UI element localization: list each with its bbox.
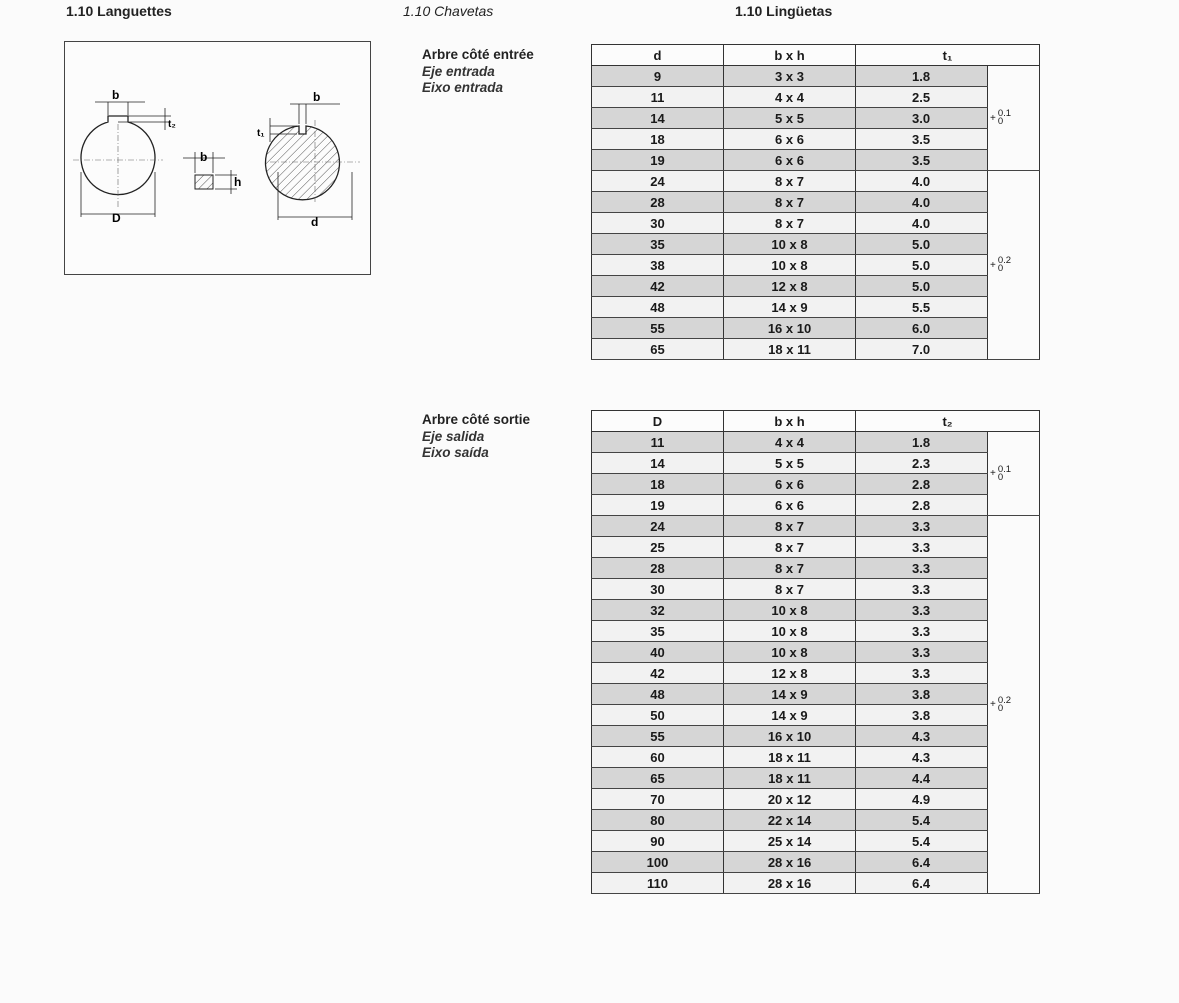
table-row xyxy=(592,318,1040,339)
input-caption-es: Eje entrada xyxy=(422,63,495,79)
table-row xyxy=(592,129,1040,150)
depth-cell: 3.5 xyxy=(856,150,988,171)
diameter-cell: 38 xyxy=(592,255,724,276)
diameter-cell: 35 xyxy=(592,621,724,642)
diameter-cell: 19 xyxy=(592,495,724,516)
depth-cell: 3.3 xyxy=(856,516,988,537)
depth-cell: 5.4 xyxy=(856,810,988,831)
diameter-cell: 19 xyxy=(592,150,724,171)
table-row xyxy=(592,255,1040,276)
output-caption xyxy=(422,412,530,462)
depth-cell: 7.0 xyxy=(856,339,988,360)
tolerance-cell xyxy=(988,171,1040,360)
tolerance-cell xyxy=(988,516,1040,894)
tolerance-upper: 0.2 xyxy=(997,255,1012,266)
table-row xyxy=(592,234,1040,255)
key-size-cell: 5 x 5 xyxy=(724,108,856,129)
diameter-cell: 30 xyxy=(592,579,724,600)
table-row xyxy=(592,810,1040,831)
depth-cell: 3.8 xyxy=(856,705,988,726)
diameter-cell: 30 xyxy=(592,213,724,234)
hub-bore xyxy=(73,102,171,217)
tolerance-lower: 0 xyxy=(997,471,1004,483)
key-size-cell: 14 x 9 xyxy=(724,297,856,318)
table-row xyxy=(592,66,1040,87)
diameter-cell: 100 xyxy=(592,852,724,873)
diameter-cell: 40 xyxy=(592,642,724,663)
table-row xyxy=(592,213,1040,234)
tolerance-lower: 0 xyxy=(997,702,1004,714)
depth-cell: 2.8 xyxy=(856,474,988,495)
table-row xyxy=(592,621,1040,642)
depth-cell: 4.3 xyxy=(856,747,988,768)
table-row xyxy=(592,192,1040,213)
depth-cell: 3.0 xyxy=(856,108,988,129)
table-header-row xyxy=(592,45,1040,66)
diameter-cell: 18 xyxy=(592,129,724,150)
table-row xyxy=(592,495,1040,516)
depth-cell: 2.5 xyxy=(856,87,988,108)
key-size-cell: 3 x 3 xyxy=(724,66,856,87)
depth-cell: 4.0 xyxy=(856,192,988,213)
key-size-cell: 10 x 8 xyxy=(724,255,856,276)
label-d: d xyxy=(311,215,319,229)
tolerance-sign: + xyxy=(990,112,996,124)
depth-cell: 2.8 xyxy=(856,495,988,516)
depth-cell: 4.0 xyxy=(856,171,988,192)
output-caption-pt: Eixo saída xyxy=(422,445,489,460)
tolerance-lower: 0 xyxy=(997,116,1004,127)
col-header: b x h xyxy=(724,45,856,66)
depth-cell: 4.0 xyxy=(856,213,988,234)
depth-cell: 5.4 xyxy=(856,831,988,852)
title-spanish: 1.10 Chavetas xyxy=(403,3,494,19)
key-size-cell: 28 x 16 xyxy=(724,852,856,873)
col-header: d xyxy=(592,45,724,66)
key-size-cell: 10 x 8 xyxy=(724,621,856,642)
depth-cell: 5.0 xyxy=(856,255,988,276)
table-row xyxy=(592,558,1040,579)
diameter-cell: 28 xyxy=(592,192,724,213)
diameter-cell: 48 xyxy=(592,684,724,705)
input-caption xyxy=(422,47,534,97)
keyway-drawing xyxy=(65,42,370,274)
key-size-cell: 8 x 7 xyxy=(724,537,856,558)
tolerance-sign: + xyxy=(990,468,996,479)
diameter-cell: 50 xyxy=(592,705,724,726)
label-h: h xyxy=(234,175,242,189)
table-row xyxy=(592,297,1040,318)
key-size-cell: 6 x 6 xyxy=(724,495,856,516)
key-size-cell: 25 x 14 xyxy=(724,831,856,852)
table-row xyxy=(592,726,1040,747)
depth-cell: 1.8 xyxy=(856,66,988,87)
label-b-hub: b xyxy=(112,88,120,102)
key-size-cell: 5 x 5 xyxy=(724,453,856,474)
key-size-cell: 4 x 4 xyxy=(724,432,856,453)
key-size-cell: 18 x 11 xyxy=(724,747,856,768)
key-size-cell: 12 x 8 xyxy=(724,276,856,297)
tolerance-upper: 0.2 xyxy=(997,694,1012,706)
key-size-cell: 14 x 9 xyxy=(724,684,856,705)
input-shaft-table xyxy=(591,44,1040,360)
table-row xyxy=(592,474,1040,495)
tolerance-cell xyxy=(988,66,1040,171)
diameter-cell: 28 xyxy=(592,558,724,579)
key-size-cell: 8 x 7 xyxy=(724,171,856,192)
diameter-cell: 9 xyxy=(592,66,724,87)
diameter-cell: 90 xyxy=(592,831,724,852)
table-row xyxy=(592,516,1040,537)
key-section xyxy=(183,152,237,194)
diameter-cell: 70 xyxy=(592,789,724,810)
table-row xyxy=(592,873,1040,894)
diameter-cell: 24 xyxy=(592,171,724,192)
depth-cell: 3.5 xyxy=(856,129,988,150)
depth-cell: 5.5 xyxy=(856,297,988,318)
table-row xyxy=(592,150,1040,171)
table-row xyxy=(592,87,1040,108)
depth-cell: 3.8 xyxy=(856,684,988,705)
key-size-cell: 10 x 8 xyxy=(724,234,856,255)
table-row xyxy=(592,705,1040,726)
depth-cell: 4.4 xyxy=(856,768,988,789)
diameter-cell: 65 xyxy=(592,339,724,360)
key-size-cell: 8 x 7 xyxy=(724,516,856,537)
diameter-cell: 60 xyxy=(592,747,724,768)
depth-cell: 3.3 xyxy=(856,621,988,642)
diameter-cell: 24 xyxy=(592,516,724,537)
depth-cell: 3.3 xyxy=(856,558,988,579)
depth-cell: 1.8 xyxy=(856,432,988,453)
tolerance-lower: 0 xyxy=(997,263,1004,274)
label-t1: t₁ xyxy=(257,128,265,139)
tolerance-cell xyxy=(988,432,1040,516)
col-header: D xyxy=(592,411,724,432)
depth-cell: 4.9 xyxy=(856,789,988,810)
diameter-cell: 42 xyxy=(592,663,724,684)
table-row xyxy=(592,600,1040,621)
shaft-section xyxy=(266,104,361,220)
table-row xyxy=(592,684,1040,705)
table-row xyxy=(592,852,1040,873)
key-size-cell: 10 x 8 xyxy=(724,600,856,621)
depth-cell: 3.3 xyxy=(856,579,988,600)
diameter-cell: 18 xyxy=(592,474,724,495)
depth-cell: 5.0 xyxy=(856,234,988,255)
diameter-cell: 65 xyxy=(592,768,724,789)
depth-cell: 2.3 xyxy=(856,453,988,474)
table-row xyxy=(592,276,1040,297)
table-row xyxy=(592,579,1040,600)
label-t2: t₂ xyxy=(168,119,176,130)
output-caption-fr: Arbre côté sortie xyxy=(422,412,531,427)
title-french: 1.10 Languettes xyxy=(66,3,172,19)
key-size-cell: 6 x 6 xyxy=(724,474,856,495)
diameter-cell: 35 xyxy=(592,234,724,255)
table-row xyxy=(592,339,1040,360)
diameter-cell: 80 xyxy=(592,810,724,831)
table-header-row xyxy=(592,411,1040,432)
col-header: t₁ xyxy=(856,45,1040,66)
key-size-cell: 8 x 7 xyxy=(724,579,856,600)
key-size-cell: 28 x 16 xyxy=(724,873,856,894)
key-size-cell: 16 x 10 xyxy=(724,726,856,747)
input-caption-pt: Eixo entrada xyxy=(422,80,504,95)
diameter-cell: 55 xyxy=(592,318,724,339)
depth-cell: 6.4 xyxy=(856,873,988,894)
label-b-shaft: b xyxy=(313,90,321,104)
key-size-cell: 4 x 4 xyxy=(724,87,856,108)
table-row xyxy=(592,537,1040,558)
col-header: b x h xyxy=(724,411,856,432)
depth-cell: 3.3 xyxy=(856,642,988,663)
depth-cell: 6.0 xyxy=(856,318,988,339)
table-row xyxy=(592,663,1040,684)
table-row xyxy=(592,432,1040,453)
table-row xyxy=(592,768,1040,789)
tolerance-sign: + xyxy=(990,259,996,271)
diameter-cell: 55 xyxy=(592,726,724,747)
keyway-figure xyxy=(64,41,371,275)
tolerance-upper: 0.1 xyxy=(997,108,1012,119)
key-size-cell: 10 x 8 xyxy=(724,642,856,663)
diameter-cell: 25 xyxy=(592,537,724,558)
key-size-cell: 6 x 6 xyxy=(724,129,856,150)
table-row xyxy=(592,171,1040,192)
depth-cell: 6.4 xyxy=(856,852,988,873)
input-caption-fr: Arbre côté entrée xyxy=(422,47,534,62)
key-size-cell: 8 x 7 xyxy=(724,558,856,579)
key-size-cell: 18 x 11 xyxy=(724,339,856,360)
diameter-cell: 11 xyxy=(592,87,724,108)
title-portuguese: 1.10 Lingüetas xyxy=(735,3,833,19)
output-caption-es: Eje salida xyxy=(422,428,485,444)
diameter-cell: 14 xyxy=(592,108,724,129)
diameter-cell: 110 xyxy=(592,873,724,894)
diameter-cell: 48 xyxy=(592,297,724,318)
col-header: t₂ xyxy=(856,411,1040,432)
key-size-cell: 22 x 14 xyxy=(724,810,856,831)
table-row xyxy=(592,453,1040,474)
label-D: D xyxy=(112,211,121,225)
tolerance-upper: 0.1 xyxy=(997,463,1012,475)
label-b-key: b xyxy=(200,150,208,164)
diameter-cell: 42 xyxy=(592,276,724,297)
depth-cell: 4.3 xyxy=(856,726,988,747)
table-row xyxy=(592,831,1040,852)
key-size-cell: 14 x 9 xyxy=(724,705,856,726)
table-row xyxy=(592,747,1040,768)
depth-cell: 3.3 xyxy=(856,537,988,558)
key-size-cell: 8 x 7 xyxy=(724,192,856,213)
key-size-cell: 18 x 11 xyxy=(724,768,856,789)
table-row xyxy=(592,108,1040,129)
key-size-cell: 20 x 12 xyxy=(724,789,856,810)
diameter-cell: 11 xyxy=(592,432,724,453)
key-size-cell: 6 x 6 xyxy=(724,150,856,171)
table-row xyxy=(592,789,1040,810)
key-size-cell: 8 x 7 xyxy=(724,213,856,234)
output-shaft-table xyxy=(591,410,1040,894)
depth-cell: 3.3 xyxy=(856,663,988,684)
tolerance-sign: + xyxy=(990,699,996,710)
diameter-cell: 14 xyxy=(592,453,724,474)
diameter-cell: 32 xyxy=(592,600,724,621)
table-row xyxy=(592,642,1040,663)
key-size-cell: 16 x 10 xyxy=(724,318,856,339)
depth-cell: 5.0 xyxy=(856,276,988,297)
depth-cell: 3.3 xyxy=(856,600,988,621)
key-size-cell: 12 x 8 xyxy=(724,663,856,684)
